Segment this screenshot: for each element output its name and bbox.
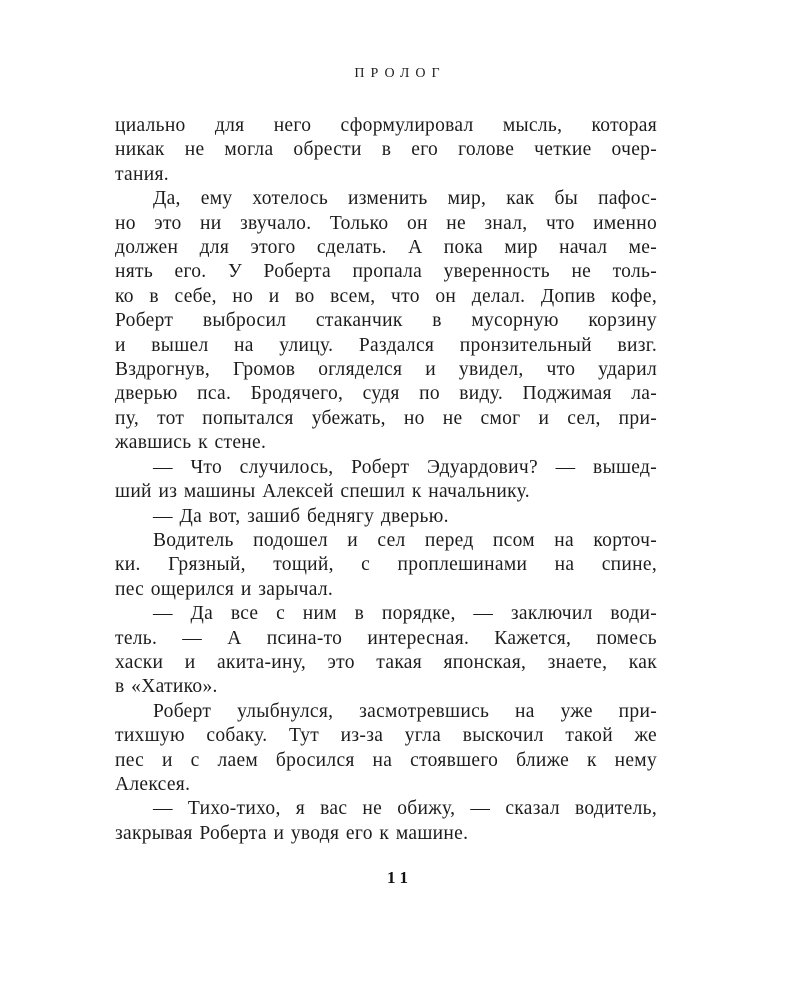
text-line: — Да вот, зашиб беднягу дверью.: [153, 505, 449, 527]
page-text: [115, 114, 657, 846]
text-line: ко в себе, но и во всем, что он делал. Допив кофе,: [115, 285, 657, 307]
text-line: жавшись к стене.: [115, 432, 267, 454]
text-line: хаски и акита-ину, это такая японская, знаете, как: [115, 651, 657, 673]
text-line: — Тихо-тихо, я вас не обижу, — сказал водитель,: [153, 798, 657, 820]
text-line: тель. — А псина-то интересная. Кажется, помесь: [115, 627, 657, 649]
text-line: Водитель подошел и сел перед псом на корточ-: [153, 529, 657, 551]
text-line: никак не могла обрести в его голове четкие очер-: [115, 139, 657, 161]
text-line: — Да все с ним в порядке, — заключил води-: [153, 603, 657, 625]
text-line: пу, тот попытался убежать, но не смог и сел, при-: [115, 407, 657, 429]
page-number: 11: [386, 868, 414, 887]
text-line: Да, ему хотелось изменить мир, как бы пафос-: [153, 188, 657, 210]
text-line: нять его. У Роберта пропала уверенность не толь-: [115, 261, 657, 283]
text-line: циально для него сформулировал мысль, которая: [115, 115, 657, 136]
text-line: тания.: [115, 163, 169, 185]
text-line: пес и с лаем бросился на стоявшего ближе к нему: [115, 749, 657, 771]
text-line: но это ни звучало. Только он не знал, что именно: [115, 212, 657, 234]
text-line: Роберт выбросил стаканчик в мусорную корзину: [115, 310, 657, 332]
text-line: ший из машины Алексей спешил к начальнику.: [115, 481, 530, 503]
text-line: Алексея.: [115, 773, 191, 795]
text-line: тихшую собаку. Тут из-за угла выскочил такой же: [115, 725, 657, 747]
text-line: в «Хатико».: [115, 676, 218, 698]
text-line: закрывая Роберта и уводя его к машине.: [115, 822, 469, 844]
text-line: — Что случилось, Роберт Эдуардович? — вышед-: [153, 456, 657, 478]
text-line: дверью пса. Бродячего, судя по виду. Поджимая ла-: [115, 383, 657, 405]
text-line: ки. Грязный, тощий, с проплешинами на спине,: [115, 554, 657, 576]
text-line: и вышел на улицу. Раздался пронзительный визг.: [115, 334, 657, 356]
text-line: пес ощерился и зарычал.: [115, 578, 334, 600]
text-line: Роберт улыбнулся, засмотревшись на уже при-: [153, 700, 657, 722]
text-line: должен для этого сделать. А пока мир начал ме-: [115, 237, 657, 259]
text-line: Вздрогнув, Громов огляделся и увидел, что ударил: [115, 359, 657, 381]
chapter-header: ПРОЛОГ: [354, 66, 446, 81]
